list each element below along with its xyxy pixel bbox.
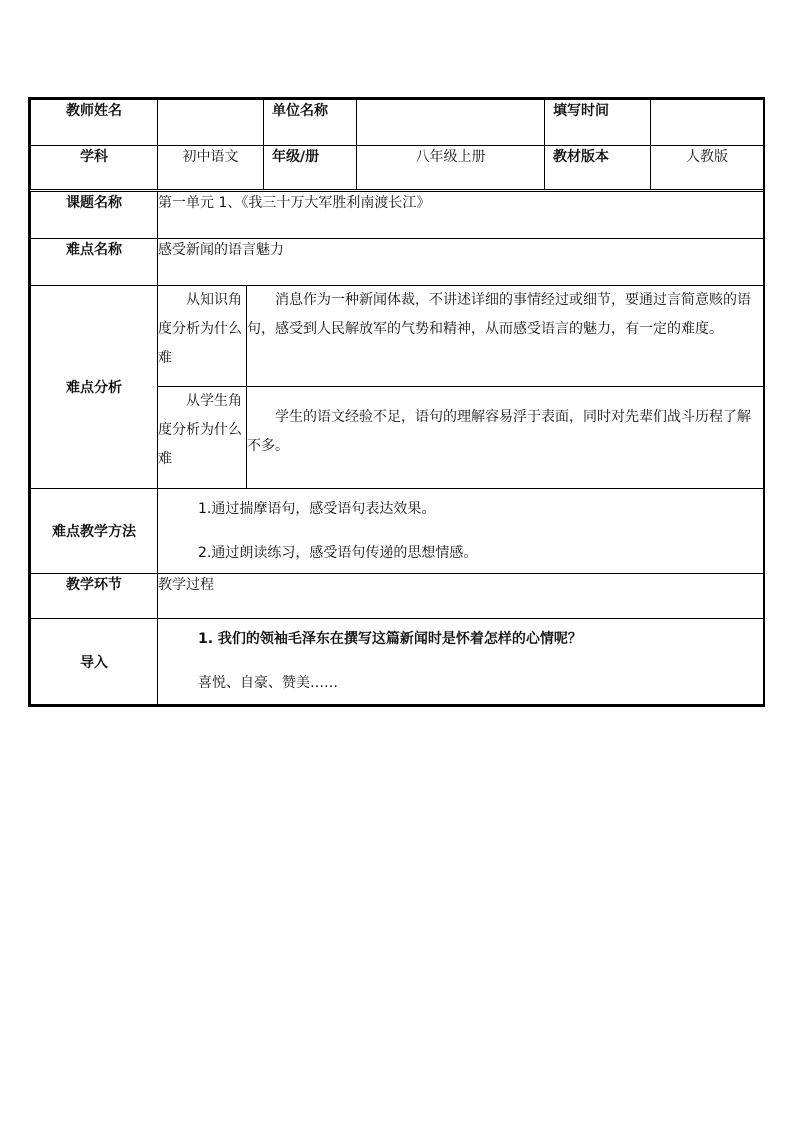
process-value: 教学过程: [158, 574, 764, 619]
topic-label: 课题名称: [31, 191, 158, 239]
student-angle-label: 从学生角度分析为什么难: [158, 387, 247, 489]
lesson-plan-grid: [30, 99, 764, 705]
difficulty-label: 难点名称: [31, 239, 158, 286]
topic-value: 第一单元 1、《我三十万大军胜利南渡长江》: [158, 191, 764, 239]
knowledge-angle-label: 从知识角度分析为什么难: [158, 286, 247, 387]
fill-date-label: 填写时间: [545, 100, 651, 146]
header-row-1: [31, 100, 764, 146]
edition-value: 人教版: [651, 146, 764, 191]
grade-value: 八年级上册: [357, 146, 545, 191]
analysis-label: 难点分析: [31, 286, 158, 489]
difficulty-row: [31, 239, 764, 286]
intro-label: 导入: [31, 619, 158, 705]
teacher-name-label: 教师姓名: [31, 100, 158, 146]
teacher-name-value: [158, 100, 264, 146]
process-row: [31, 574, 764, 619]
lesson-plan-table: [28, 97, 765, 707]
student-angle-text: 学生的语文经验不足，语句的理解容易浮于表面，同时对先辈们战斗历程了解不多。: [247, 387, 764, 489]
method-item: 1.通过揣摩语句，感受语句表达效果。: [198, 501, 436, 517]
method-row: [31, 489, 764, 574]
intro-answer: 喜悦、自豪、赞美……: [198, 675, 338, 691]
fill-date-value: [651, 100, 764, 146]
header-row-2: [31, 146, 764, 191]
process-label: 教学环节: [31, 574, 158, 619]
knowledge-angle-text: 消息作为一种新闻体裁，不讲述详细的事情经过或细节，要通过言简意赅的语句，感受到人民解放军的气势和精神，从而感受语言的魅力，有一定的难度。: [247, 286, 764, 387]
intro-row: [31, 619, 764, 705]
edition-label: 教材版本: [545, 146, 651, 191]
method-label: 难点教学方法: [31, 489, 158, 574]
intro-question: 1. 我们的领袖毛泽东在撰写这篇新闻时是怀着怎样的心情呢？: [198, 631, 582, 647]
subject-value: 初中语文: [158, 146, 264, 191]
unit-name-value: [357, 100, 545, 146]
subject-label: 学科: [31, 146, 158, 191]
method-item: 2.通过朗读练习，感受语句传递的思想情感。: [198, 545, 478, 561]
method-list: [158, 489, 764, 574]
intro-content: [158, 619, 764, 705]
grade-label: 年级/册: [264, 146, 357, 191]
topic-row: [31, 191, 764, 239]
analysis-row-knowledge: [31, 286, 764, 387]
unit-name-label: 单位名称: [264, 100, 357, 146]
difficulty-value: 感受新闻的语言魅力: [158, 239, 764, 286]
